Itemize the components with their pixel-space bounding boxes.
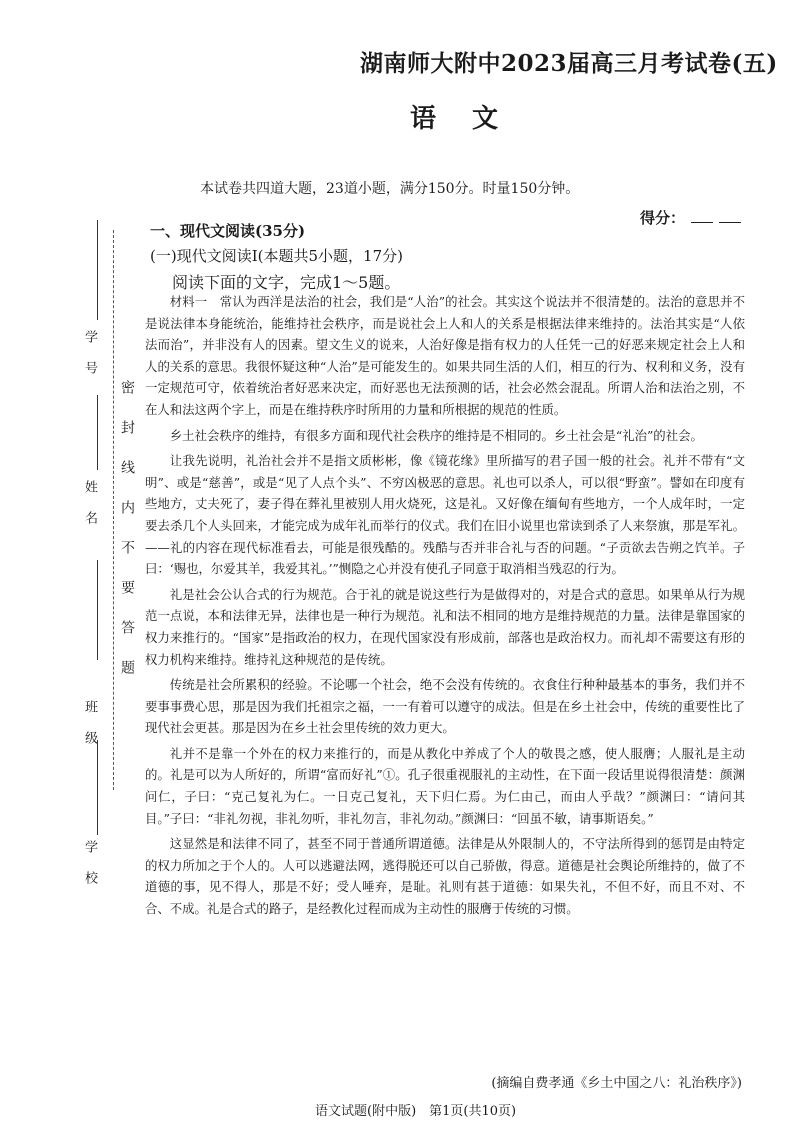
seal-dashed-line (113, 230, 114, 790)
paragraph: 这显然是和法律不同了，甚至不同于普通所谓道德。法律是从外限制人的，不守法所得到的惩罚是由特定的权力所加之于个人的。人可以逃避法网，逃得脱还可以自己骄傲，得意。道德是社会舆论所维持的，做了不道德的事，见不得人，那是不好；受人唾弃，是耻。礼则有甚于道德：如果失礼，不但不好，而且不对、不合、不成。礼是合式的路子，是经教化过程而成为主动性的服膺于传统的习惯。 (145, 836, 745, 917)
score-blank[interactable] (691, 210, 713, 223)
class-field[interactable] (97, 560, 98, 660)
section-title: 一、现代文阅读(35分) (150, 222, 306, 240)
student-id-label: 学号 (82, 330, 97, 392)
subsection-title: (一)现代文阅读Ⅰ(本题共5小题，17分) (150, 247, 403, 265)
paragraph: 礼是社会公认合式的行为规范。合于礼的就是说这些行为是做得对的，对是合式的意思。如果单从行为规范一点说，本和法律无异，法律也是一种行为规范。礼和法不相同的地方是维持规范的力量。法律是靠国家的权力来推行的。“国家”是指政治的权力，在现代国家没有形成前，部落也是政治权力。而礼却不需要这有形的权力机构来维持。维持礼这种规范的是传统。 (145, 586, 745, 667)
score-blank[interactable] (719, 210, 741, 223)
score-label: 得分： (640, 209, 686, 227)
name-label: 姓名 (82, 480, 97, 542)
paragraph: 礼并不是靠一个外在的权力来推行的，而是从教化中养成了个人的敬畏之感，使人服膺；人服礼是主动的。礼是可以为人所好的，所谓“富而好礼”①。孔子很重视服礼的主动性，在下面一段话里说得很清楚：颜渊问仁，子曰：“克己复礼为仁。一日克己复礼，天下归仁焉。为仁由己，而由人乎哉？”颜渊曰：“请问其目。”子曰：“非礼勿视，非礼勿听，非礼勿言，非礼勿动。”颜渊曰：“回虽不敏，请事斯语矣。” (145, 745, 745, 826)
school-label: 学校 (82, 840, 97, 902)
paragraph: 传统是社会所累积的经验。不论哪一个社会，绝不会没有传统的。衣食住行种种最基本的事务，我们并不要事事费心思，那是因为我们托祖宗之福，一一有着可以遵守的成法。但是在乡土社会中，传统的重要性比了现代社会更甚。那是因为在乡土社会里传统的效力更大。 (145, 677, 745, 736)
reading-passage (145, 291, 745, 924)
paragraph: 让我先说明，礼治社会并不是指文质彬彬，像《镜花缘》里所描写的君子国一般的社会。礼并不带有“文明”、或是“慈善”，或是“见了人点个头”、不穷凶极恶的意思。礼也可以杀人，可以很“野蛮”。譬如在印度有些地方，丈夫死了，妻子得在葬礼里被别人用火烧死，这是礼。又好像在缅甸有些地方，一个人成年时，一定要去杀几个人头回来，才能完成为成年礼而举行的仪式。我们在旧小说里也常读到杀了人来祭旗，那是军礼。——礼的内容在现代标准看去，可能是很残酷的。残酷与否并非合礼与否的问题。“子贡欲去告朔之饩羊。子曰：‘赐也，尔爱其羊，我爱其礼。’”恻隐之心并没有使孔子同意于取消相当残忍的行为。 (145, 453, 745, 577)
student-id-field[interactable] (97, 220, 98, 320)
reading-instruction: 阅读下面的文字，完成1～5题。 (172, 273, 401, 292)
subject-title: 语文 (410, 104, 535, 134)
name-field[interactable] (97, 395, 98, 470)
seal-warning: 密封线内不要答题 (119, 380, 135, 700)
class-label: 班级 (82, 700, 97, 762)
school-field[interactable] (97, 740, 98, 835)
paragraph: 材料一 常认为西洋是法治的社会，我们是“人治”的社会。其实这个说法并不很清楚的。法治的意思并不是说法律本身能统治，能维持社会秩序，而是说社会上人和人的关系是根据法律来维持的。法治其实是“人依法而治”，并非没有人的因素。望文生义的说来，人治好像是指有权力的人任凭一己的好恶来规定社会上人和人的关系的意思。我很怀疑这种“人治”是可能发生的。如果共同生活的人们，相互的行为、权利和义务，没有一定规范可守，依着统治者好恶来决定，而好恶也无法预测的话，社会必然会混乱。所谓人治和法治之别，不在人和法这两个字上，而是在维持秩序时所用的力量和所根据的规范的性质。 (145, 294, 745, 417)
paragraph: 乡土社会秩序的维持，有很多方面和现代社会秩序的维持是不相同的。乡土社会是“礼治”的社会。 (169, 427, 703, 443)
exam-title: 湖南师大附中2023届高三月考试卷(五) (360, 50, 778, 77)
page-footer: 语文试题(附中版) 第1页(共10页) (315, 1104, 517, 1119)
score-box (640, 207, 741, 228)
exam-info: 本试卷共四道大题，23道小题，满分150分。时量150分钟。 (200, 181, 580, 197)
source-citation: (摘编自费孝通《乡土中国之八：礼治秩序》) (491, 1076, 742, 1091)
